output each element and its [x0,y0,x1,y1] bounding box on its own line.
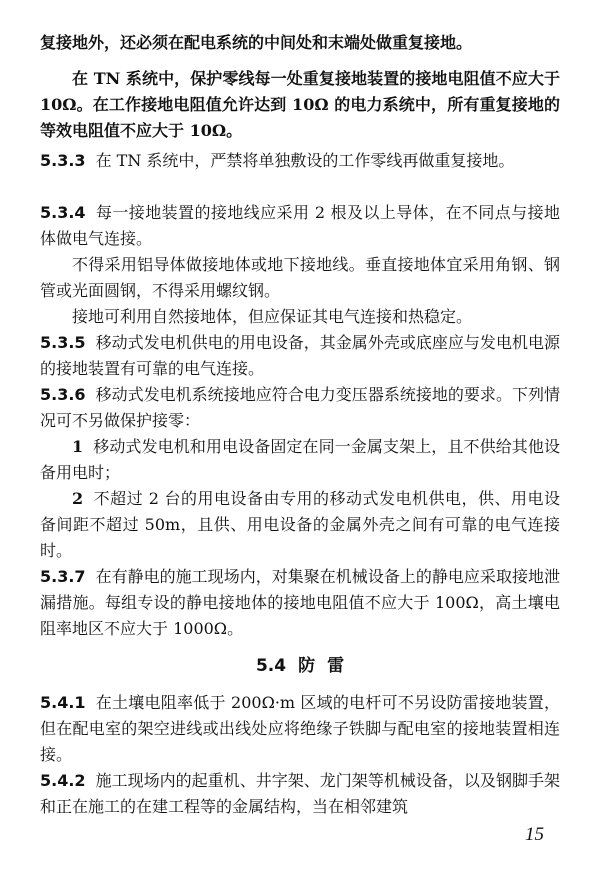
clause-number: 5.3.7 [40,567,86,586]
clause-text: 施工现场内的起重机、井字架、龙门架等机械设备，以及钢脚手架和正在施工的在建工程等的金属结构，当在相邻建筑 [40,771,560,816]
section-title-char-2: 雷 [327,656,345,676]
paragraph-tn-grounding: 在 TN 系统中，保护零线每一处重复接地装置的接地电阻值不应大于 10Ω。在工作接地电阻值允许达到 10Ω 的电力系统中，所有重复接地的等效电阻值不应大于 10Ω。 [40,69,560,140]
clause-5-3-4-paragraph-2: 不得采用铝导体做接地体或地下接地线。垂直接地体宜采用角钢、钢管或光面圆钢，不得采用螺纹钢。 [40,255,560,300]
section-title-char-1: 防 [298,656,316,676]
list-item-number: 2 [72,489,84,508]
section-number: 5.4 [255,656,287,676]
list-item-2 [40,486,560,564]
list-item-1 [40,434,560,486]
clause-text: 在土壤电阻率低于 200Ω·m 区域的电杆可不另设防雷接地装置，但在配电室的架空进线或出线处应将绝缘子铁脚与配电室的接地装置相连接。 [40,693,560,764]
clause-5-3-4-paragraph-3: 接地可利用自然接地体，但应保证其电气连接和热稳定。 [72,307,473,326]
clause-5-3-5 [40,330,560,382]
clause-text: 在 TN 系统中，严禁将单独敷设的工作零线再做重复接地。 [95,151,515,170]
clause-number: 5.4.1 [40,693,86,712]
list-item-number: 1 [72,437,84,456]
clause-number: 5.3.6 [40,385,86,404]
clause-text: 移动式发电机系统接地应符合电力变压器系统接地的要求。下列情况可不另做保护接零： [40,385,560,430]
clause-5-3-4 [40,200,560,252]
section-heading [0,651,600,676]
clause-number: 5.4.2 [40,771,86,790]
clause-5-3-6 [40,382,560,434]
clause-5-3-3 [40,148,560,174]
clause-text: 在有静电的施工现场内，对集聚在机械设备上的静电应采取接地泄漏措施。每组专设的静电接地体的接地电阻值不应大于 100Ω，高土壤电阻率地区不应大于 1000Ω。 [40,567,560,638]
clause-number: 5.3.4 [40,203,86,222]
clause-number: 5.3.3 [40,151,86,170]
list-item-text: 不超过 2 台的用电设备由专用的移动式发电机供电，供、用电设备间距不超过 50m，且供、用电设备的金属外壳之间有可靠的电气连接时。 [40,489,560,560]
clause-text: 移动式发电机供电的用电设备，其金属外壳或底座应与发电机电源的接地装置有可靠的电气连接。 [40,333,560,378]
clause-5-4-1 [40,690,560,768]
clause-5-4-2 [40,768,560,820]
page-number: 15 [525,824,544,845]
clause-text: 每一接地装置的接地线应采用 2 根及以上导体，在不同点与接地体做电气连接。 [40,203,560,248]
clause-number: 5.3.5 [40,333,86,352]
paragraph-continued: 复接地外，还必须在配电系统的中间处和末端处做重复接地。 [40,33,473,52]
clause-5-3-7 [40,564,560,642]
list-item-text: 移动式发电机和用电设备固定在同一金属支架上，且不供给其他设备用电时； [40,437,560,482]
